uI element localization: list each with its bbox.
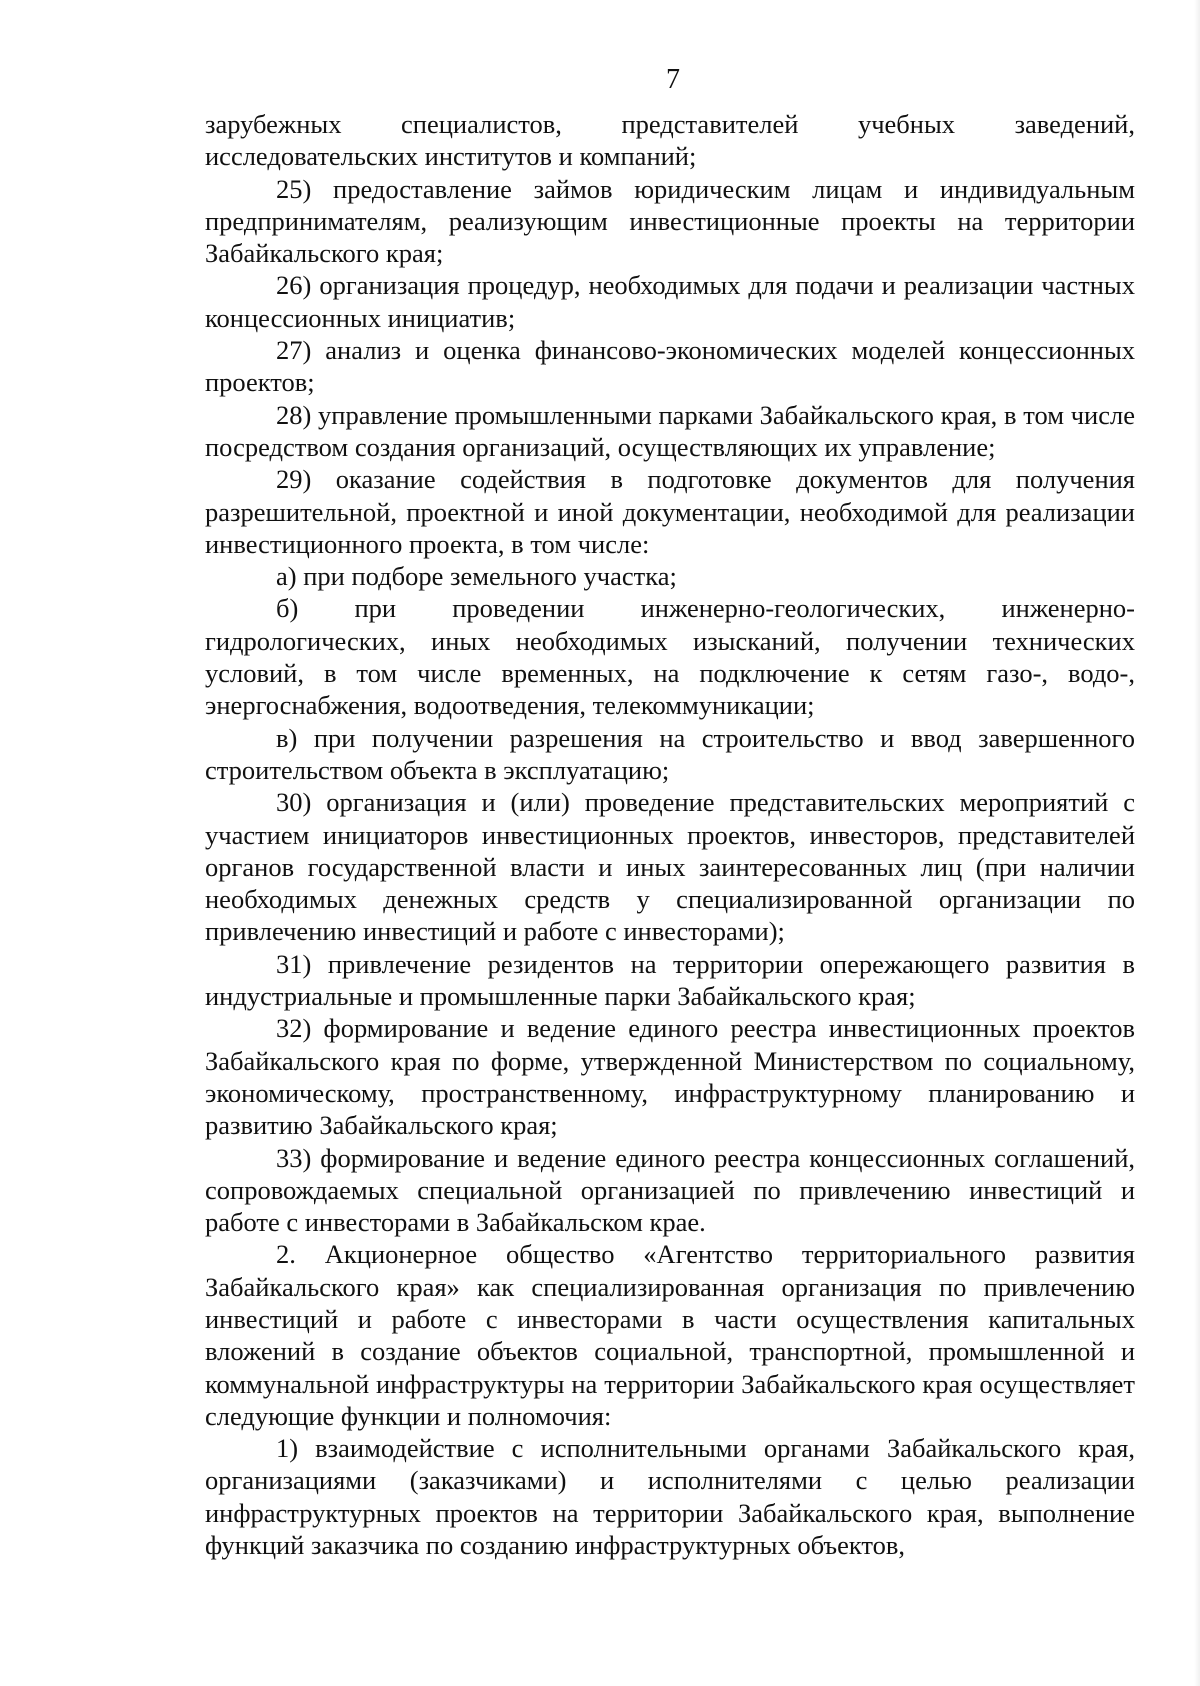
paragraph: 33) формирование и ведение единого реестра концессионных соглашений, сопровождаемых специальной организацией по привлечению инвестиций и работе с инвесторами в Забайкальском крае. <box>205 1142 1135 1238</box>
paragraph: 1) взаимодействие с исполнительными органами Забайкальского края, организациями (заказчиками) и исполнителями с целью реализации инфраструктурных проектов на территории Забайкальского края, выполнение функций заказчика по созданию инфраструктурных объектов, <box>205 1433 1135 1561</box>
paragraph: 27) анализ и оценка финансово-экономических моделей концессионных проектов; <box>205 335 1135 398</box>
paragraph: 32) формирование и ведение единого реестра инвестиционных проектов Забайкальского края по форме, утвержденной Министерством по социальному, экономическому, пространственному, инфраструктурному планированию и развитию Забайкальского края; <box>205 1013 1135 1141</box>
paragraph: б) при проведении инженерно-геологических, инженерно-гидрологических, иных необходимых изысканий, получении технических условий, в том числе временных, на подключение к сетям газо-, водо-, энергоснабжения, водоотведения, телекоммуникации; <box>205 593 1135 721</box>
paragraph: а) при подборе земельного участка; <box>276 561 677 592</box>
paragraph: 2. Акционерное общество «Агентство территориального развития Забайкальского края» как специализированная организация по привлечению инвестиций и работе с инвесторами в части осуществления капитальных вложений в создание объектов социальной, транспортной, промышленной и коммунальной инфраструктуры на территории Забайкальского края осуществляет следующие функции и полномочия: <box>205 1239 1135 1431</box>
paragraph: 29) оказание содействия в подготовке документов для получения разрешительной, проектной и иной документации, необходимой для реализации инвестиционного проекта, в том числе: <box>205 464 1135 559</box>
paragraph: 28) управление промышленными парками Забайкальского края, в том числе посредством создания организаций, осуществляющих их управление; <box>205 399 1135 462</box>
document-body <box>205 108 1135 1561</box>
page-number: 7 <box>666 64 680 95</box>
paragraph: зарубежных специалистов, представителей учебных заведений, исследовательских институтов и компаний; <box>205 109 1135 172</box>
paragraph: 31) привлечение резидентов на территории опережающего развития в индустриальные и промышленные парки Забайкальского края; <box>205 948 1135 1012</box>
paragraph: 25) предоставление займов юридическим лицам и индивидуальным предпринимателям, реализующим инвестиционные проекты на территории Забайкальского края; <box>205 173 1135 269</box>
paragraph: 30) организация и (или) проведение представительских мероприятий с участием инициаторов инвестиционных проектов, инвесторов, представителей органов государственной власти и иных заинтересованных лиц (при наличии необходимых денежных средств у специализированной организации по привлечению инвестиций и работе с инвесторами); <box>205 787 1135 947</box>
scan-edge <box>1194 0 1200 1686</box>
paragraph: 26) организация процедур, необходимых для подачи и реализации частных концессионных инициатив; <box>205 270 1135 333</box>
paragraph: в) при получении разрешения на строительство и ввод завершенного строительством объекта в эксплуатацию; <box>205 722 1135 785</box>
